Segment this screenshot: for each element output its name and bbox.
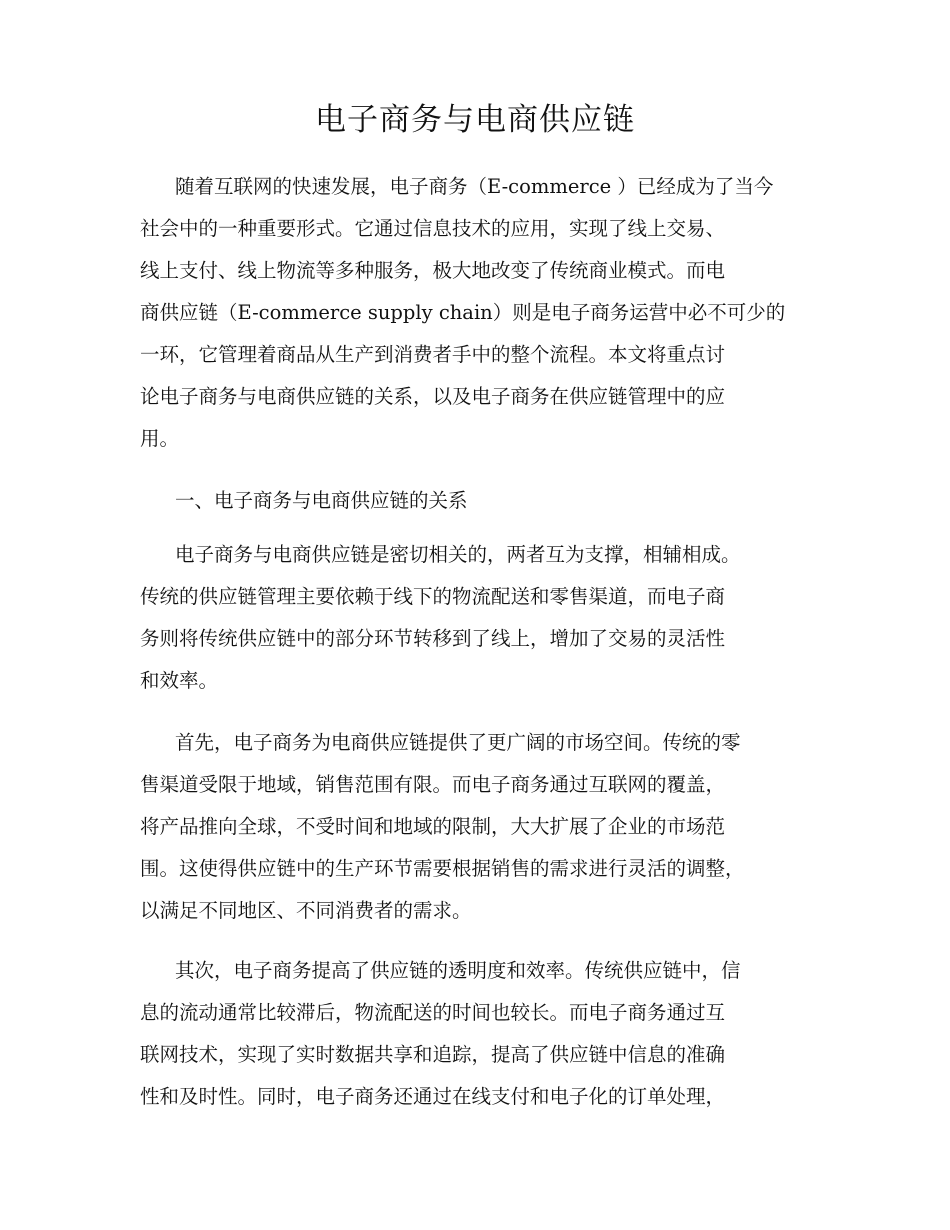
paragraph-line: 线上支付、线上物流等多种服务，极大地改变了传统商业模式。而电 — [140, 259, 726, 282]
paragraph-line: 用。 — [140, 427, 180, 450]
paragraph-line: 和效率。 — [140, 669, 219, 692]
document-title: 电子商务与电商供应链 — [315, 102, 635, 138]
paragraph-transparency — [140, 950, 830, 1118]
paragraph-line: 论电子商务与电商供应链的关系，以及电子商务在供应链管理中的应 — [140, 385, 726, 408]
paragraph-line: 务则将传统供应链中的部分环节转移到了线上，增加了交易的灵活性 — [140, 627, 726, 650]
paragraph-line: 以满足不同地区、不同消费者的需求。 — [140, 899, 472, 922]
paragraph-line: 售渠道受限于地域，销售范围有限。而电子商务通过互联网的覆盖， — [140, 773, 726, 796]
paragraph-line: 随着互联网的快速发展，电子商务（E-commerce ）已经成为了当今 — [175, 175, 774, 198]
section-heading: 一、电子商务与电商供应链的关系 — [175, 489, 468, 512]
paragraph-line: 将产品推向全球，不受时间和地域的限制，大大扩展了企业的市场范 — [140, 815, 726, 838]
paragraph-line: 性和及时性。同时，电子商务还通过在线支付和电子化的订单处理， — [140, 1085, 726, 1108]
paragraph-line: 息的流动通常比较滞后，物流配送的时间也较长。而电子商务通过互 — [140, 1001, 726, 1024]
paragraph-line: 传统的供应链管理主要依赖于线下的物流配送和零售渠道，而电子商 — [140, 585, 726, 608]
paragraph-line: 一环，它管理着商品从生产到消费者手中的整个流程。本文将重点讨 — [140, 343, 726, 366]
paragraph-line: 围。这使得供应链中的生产环节需要根据销售的需求进行灵活的调整， — [140, 857, 745, 880]
paragraph-line: 其次，电子商务提高了供应链的透明度和效率。传统供应链中，信 — [175, 959, 741, 982]
paragraph-market-space — [140, 722, 830, 932]
paragraph-intro — [140, 166, 830, 460]
paragraph-relationship — [140, 534, 830, 702]
paragraph-line: 社会中的一种重要形式。它通过信息技术的应用，实现了线上交易、 — [140, 217, 726, 240]
paragraph-line: 联网技术，实现了实时数据共享和追踪，提高了供应链中信息的准确 — [140, 1043, 726, 1066]
paragraph-line: 首先，电子商务为电商供应链提供了更广阔的市场空间。传统的零 — [175, 731, 741, 754]
paragraph-line: 商供应链（E-commerce supply chain）则是电子商务运营中必不可少的 — [140, 301, 786, 324]
paragraph-line: 电子商务与电商供应链是密切相关的，两者互为支撑，相辅相成。 — [175, 543, 741, 566]
